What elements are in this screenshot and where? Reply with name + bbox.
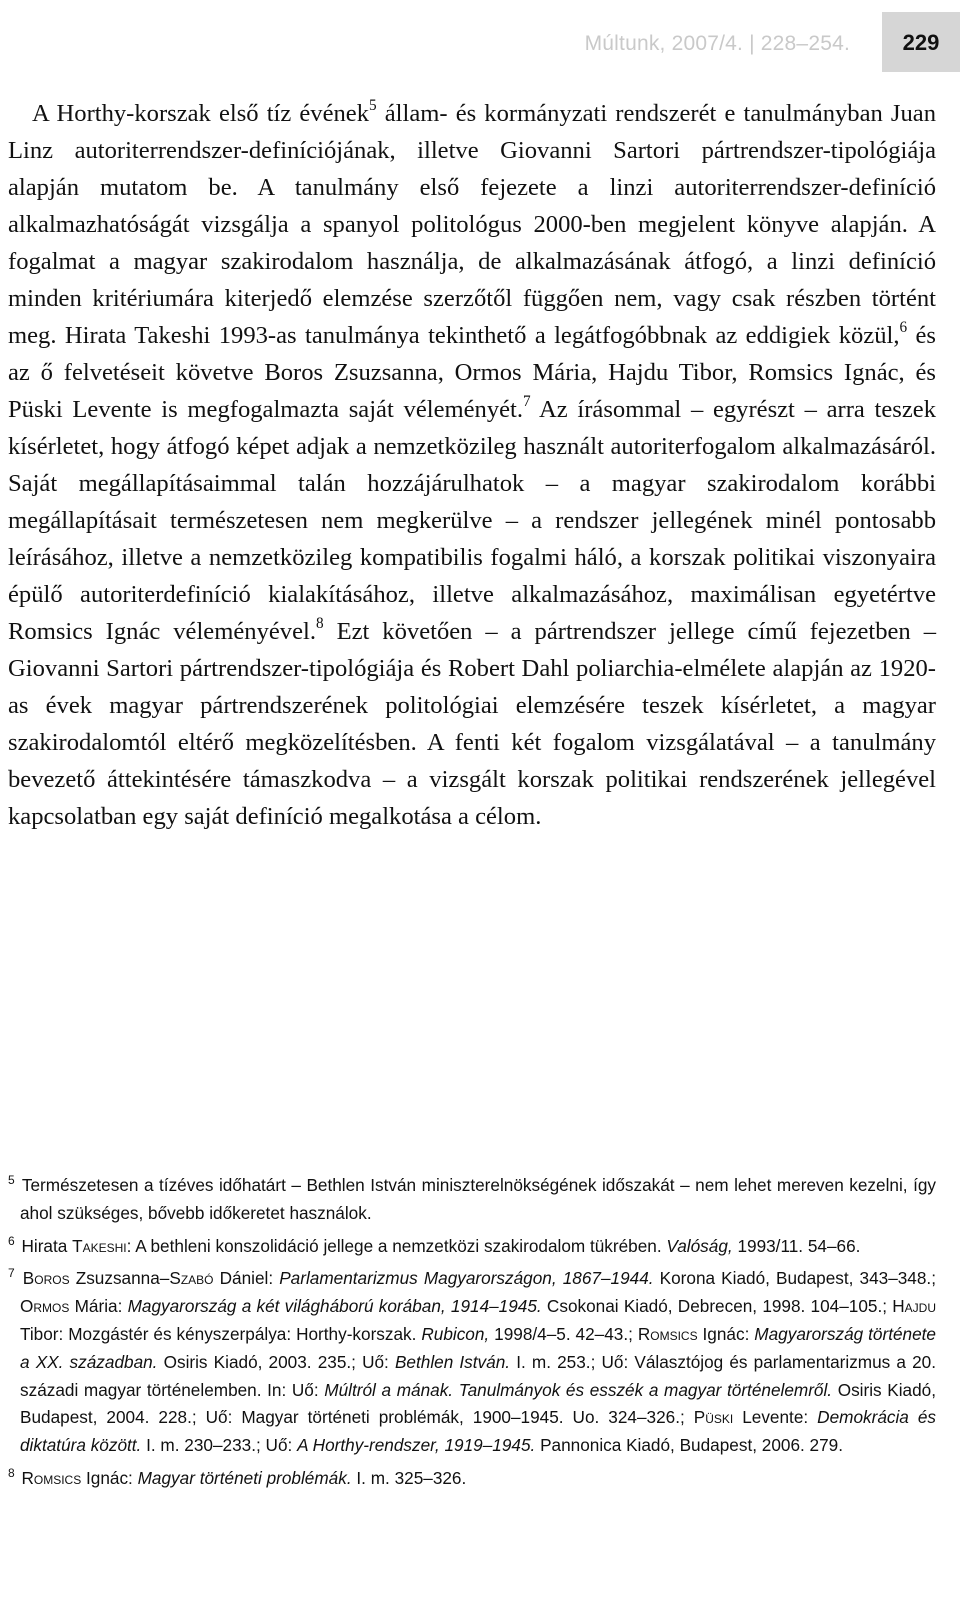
author-surname: Szabó — [169, 1268, 214, 1289]
footnote-7 — [8, 1260, 936, 1460]
author-surname: Ormos — [20, 1296, 70, 1317]
book-title: Magyar történeti problémák. — [137, 1467, 352, 1488]
footnote-number: 6 — [8, 1233, 15, 1248]
page-number-box — [882, 12, 960, 72]
citation-text: Pannonica Kiadó, Budapest, 2006. 279. — [535, 1435, 844, 1456]
footnote-number: 8 — [8, 1465, 15, 1480]
author-surname: Romsics — [637, 1323, 698, 1344]
citation-text: Ignác: — [81, 1467, 138, 1488]
running-head — [0, 12, 960, 72]
citation-text: Levente: — [733, 1407, 818, 1428]
footnotes — [8, 1167, 936, 1493]
body-text-4: Az írásommal – egyrészt – arra teszek kísérletet, hogy átfogó képet adjak a nemzetközileg használt autoriterfogalom alkalmazásáról. Saját megállapításaimmal talán hozzájárulhatok – a magyar szakirodalom korábbi megállapításait természetesen nem megkerülve – a rendszer jellegének minél pontosabb leírásához, illetve a nemzetközileg kompatibilis fogalmi háló, a korszak politikai viszonyaira épülő autoriterdefiníció kialakításához, illetve alkalmazásához, maximálisan egyetértve Romsics Ignác véleményével. — [8, 396, 937, 645]
citation-text: Korona Kiadó, Budapest, 343–348.; — [653, 1268, 936, 1289]
journal-reference: Múltunk, 2007/4. | 228–254. — [584, 32, 850, 55]
book-title: Bethlen István. — [394, 1351, 511, 1372]
author-surname: Hajdu — [892, 1296, 936, 1317]
body-text-3: és az ő felvetéseit követve Boros Zsuzsanna, Ormos Mária, Hajdu Tibor, Romsics Ignác, és Püski Levente is megfogalmazta saját véleményét. — [8, 322, 937, 423]
footnote-ref-8[interactable]: 8 — [315, 615, 324, 633]
book-title: Magyarország története a XX. században. — [20, 1323, 936, 1372]
body-text-2: állam- és kormányzati rendszerét e tanulmányban Juan Linz autoriterrendszer-definíciójának, illetve Giovanni Sartori pártrendszer-tipológiája alapján mutatom be. A tanulmány első fejezete a linzi autoriterrendszer-definíció alkalmazhatóságát vizsgálja a spanyol politológus 2000-ben megjelent könyve alapján. A fogalmat a magyar szakirodalom használja, de alkalmazásának átfogó, a linzi definíció minden kritériumára kiterjedő elemzése szerzőtől függően nem, vagy csak részben történt meg. Hirata Takeshi 1993-as tanulmánya tekinthető a legátfogóbbnak az eddigiek közül, — [8, 100, 936, 349]
citation-pages: 1993/11. 54–66. — [732, 1235, 861, 1256]
page-number: 229 — [902, 30, 940, 55]
body-paragraph — [8, 95, 936, 835]
author-surname: Romsics — [21, 1467, 82, 1488]
author-surname: Boros — [22, 1268, 70, 1289]
footnote-8 — [8, 1460, 936, 1493]
book-title: Parlamentarizmus Magyarországon, 1867–1944. — [279, 1268, 654, 1289]
body-text-1: A Horthy-korszak első tíz évének — [32, 100, 370, 127]
book-title: Demokrácia és diktatúra között. — [20, 1407, 936, 1456]
citation-text: Osiris Kiadó, 2003. 235.; Uő: — [157, 1351, 395, 1372]
footnote-ref-5[interactable]: 5 — [369, 97, 377, 115]
author-surname: Takeshi — [72, 1235, 127, 1256]
citation-text: Tibor: Mozgástér és kényszerpálya: Horthy-korszak. — [20, 1323, 422, 1344]
body-text-5: Ezt követően – a pártrendszer jellege című fejezetben – Giovanni Sartori pártrendszer-tipológiája és Robert Dahl poliarchia-elmélete alapján az 1920-as évek magyar pártrendszerének politológiai elemzésére teszek kísérletet, a magyar szakirodalomtól eltérő megközelítésben. A fenti két fogalom vizsgálatával – a tanulmány bevezető áttekintésére támaszkodva – a vizsgált korszak politikai rendszerének jellegével kapcsolatban egy saját definíció megalkotása a célom. — [8, 618, 936, 830]
footnote-6 — [8, 1228, 936, 1261]
citation-text: Mária: — [69, 1296, 128, 1317]
author-surname: Püski — [693, 1407, 734, 1428]
citation-text: I. m. 230–233.; Uő: — [141, 1435, 298, 1456]
footnote-5 — [8, 1167, 936, 1228]
citation-text: Osiris Kiadó, Budapest, 2004. 228.; Uő: Magyar történeti problémák, 1900–1945. Uo. 324–326.; — [20, 1379, 937, 1428]
footnote-ref-7[interactable]: 7 — [523, 393, 531, 411]
book-title: Múltról a mának. Tanulmányok és esszék a magyar történelemről. — [324, 1379, 833, 1400]
citation-text: I. m. 325–326. — [351, 1467, 467, 1488]
citation-text: Dániel: — [213, 1268, 280, 1289]
citation-text: Zsuzsanna– — [69, 1268, 170, 1289]
footnote-number: 7 — [8, 1266, 15, 1281]
book-title: A Horthy-rendszer, 1919–1945. — [297, 1435, 536, 1456]
journal-name: Rubicon, — [421, 1323, 490, 1344]
citation-text: I. m. 253.; Uő: Választójog és parlamentarizmus a 20. századi magyar történelemben. In: Uő: — [20, 1351, 937, 1400]
footnote-ref-6[interactable]: 6 — [899, 319, 908, 337]
footnote-text: Természetesen a tízéves időhatárt – Bethlen István miniszterelnökségének időszakát – nem lehet mereven kezelni, így ahol szükséges, bővebb időkeretet használok. — [20, 1175, 936, 1223]
journal-name: Valóság, — [666, 1235, 733, 1256]
footnote-number: 5 — [8, 1173, 15, 1187]
citation-text: Ignác: — [697, 1323, 755, 1344]
book-title: Magyarország a két világháború korában, 1914–1945. — [127, 1296, 542, 1317]
citation-text: 1998/4–5. 42–43.; — [489, 1323, 638, 1344]
citation-text: Csokonai Kiadó, Debrecen, 1998. 104–105.; — [541, 1296, 893, 1317]
citation-title: : A bethleni konszolidáció jellege a nemzetközi szakirodalom tükrében. — [126, 1235, 667, 1256]
author-first-name: Hirata — [21, 1235, 73, 1256]
